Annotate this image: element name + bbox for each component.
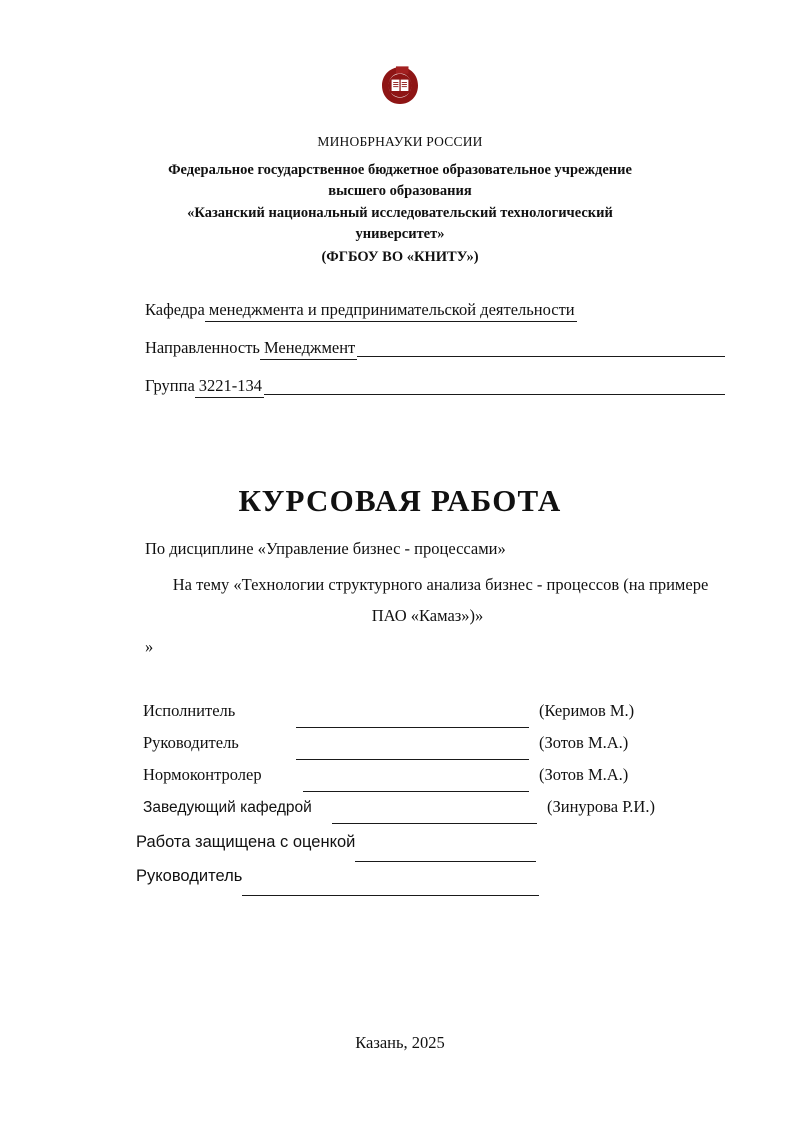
- place-and-year: Казань, 2025: [355, 1033, 445, 1052]
- topic-line: На тему «Технологии структурного анализа бизнес - процессов (на примере ПАО «Камаз»)»: [172, 575, 709, 625]
- ministry-line: МИНОБРНАУКИ РОССИИ: [317, 134, 483, 149]
- signature-row-supervisor: [143, 733, 703, 765]
- defense-block: [136, 833, 696, 901]
- form-fields: [145, 300, 725, 414]
- organization-line-4: университет»: [355, 225, 445, 242]
- defense-row-supervisor: [136, 867, 696, 901]
- defense-line-grade[interactable]: [355, 861, 536, 862]
- work-type-title: КУРСОВАЯ РАБОТА: [238, 483, 562, 518]
- university-logo: [0, 64, 800, 110]
- signature-name-supervisor: (Зотов М.А.): [539, 733, 629, 752]
- field-row-department: [145, 300, 725, 322]
- field-row-group: [145, 376, 725, 398]
- organization-abbreviation: (ФГБОУ ВО «КНИТУ»): [321, 248, 479, 265]
- signature-row-executor: [143, 701, 703, 733]
- signature-row-normcontroller: [143, 765, 703, 797]
- defense-row-grade: [136, 833, 696, 867]
- field-label-group: Группа: [145, 376, 195, 395]
- defense-label-supervisor: Руководитель: [136, 867, 243, 885]
- signature-role-executor: Исполнитель: [143, 701, 236, 720]
- field-label-department: Кафедра: [145, 300, 205, 319]
- field-rule-group: [264, 394, 725, 395]
- signature-role-supervisor: Руководитель: [143, 733, 239, 752]
- signature-name-head-of-department: (Зинурова Р.И.): [547, 797, 655, 816]
- defense-line-supervisor[interactable]: [242, 895, 539, 896]
- field-value-program[interactable]: Менеджмент: [260, 338, 357, 360]
- discipline-line: По дисциплине «Управление бизнес - процессами»: [145, 539, 506, 558]
- signature-role-normcontroller: Нормоконтролер: [143, 765, 262, 784]
- field-value-department[interactable]: менеджмента и предпринимательской деятельности: [205, 300, 577, 322]
- signature-role-head-of-department: Заведующий кафедрой: [143, 799, 312, 816]
- signature-line-normcontroller[interactable]: [303, 791, 529, 792]
- signature-line-supervisor[interactable]: [296, 759, 529, 760]
- organization-line-3: «Казанский национальный исследовательский технологический: [187, 205, 613, 222]
- signature-row-head-of-department: [143, 797, 703, 829]
- signature-name-normcontroller: (Зотов М.А.): [539, 765, 629, 784]
- institution-header: [100, 132, 700, 267]
- signature-line-executor[interactable]: [296, 727, 529, 728]
- defense-label-grade: Работа защищена с оценкой: [136, 833, 356, 851]
- signature-name-executor: (Керимов М.): [539, 701, 635, 720]
- stray-quote-mark: »: [145, 637, 154, 656]
- field-value-group[interactable]: 3221-134: [195, 376, 264, 398]
- organization-line-2: высшего образования: [328, 182, 472, 199]
- knitu-emblem-icon: [379, 64, 421, 110]
- field-label-program: Направленность: [145, 338, 260, 357]
- organization-line-1: Федеральное государственное бюджетное образовательное учреждение: [168, 162, 632, 179]
- signature-block: [143, 701, 703, 829]
- field-rule-program: [357, 356, 725, 357]
- signature-line-head-of-department[interactable]: [332, 823, 537, 824]
- field-row-program: [145, 338, 725, 360]
